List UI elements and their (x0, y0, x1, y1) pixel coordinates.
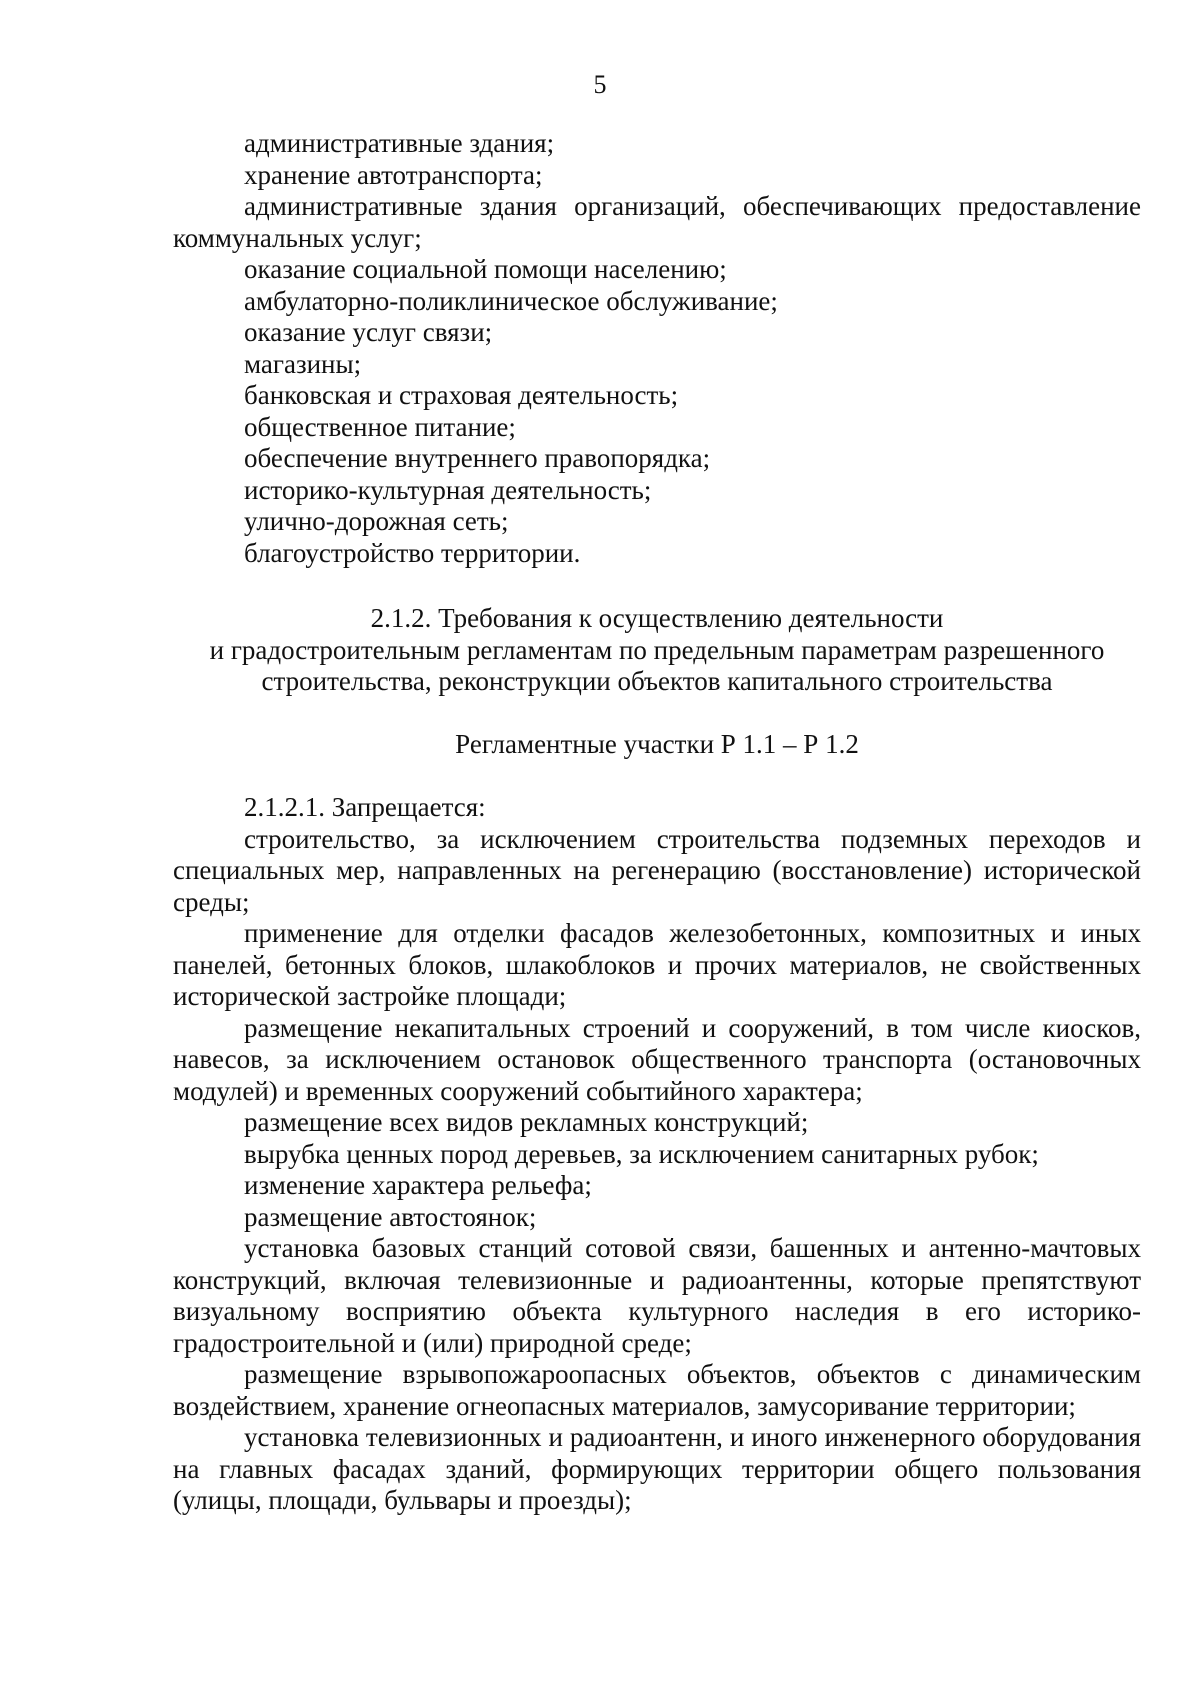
list-item: хранение автотранспорта; (244, 159, 543, 190)
document-body (173, 128, 1141, 1517)
list-item: магазины; (244, 348, 362, 379)
list-item: историко-культурная деятельность; (244, 474, 652, 505)
list-item: банковская и страховая деятельность; (244, 380, 679, 410)
list-item: обеспечение внутреннего правопорядка; (244, 443, 711, 473)
prohibition-item: размещение взрывопожароопасных объектов, объектов с динамическим воздействием, хранение огнеопасных материалов, замусоривание территории; (173, 1359, 1141, 1421)
prohibition-item: установка базовых станций сотовой связи, башенных и антенно-мачтовых конструкций, включая телевизионные и радиоантенны, которые препятствуют визуальному восприятию объекта культурного наследия в его историко-градостроительной и (или) природной среде; (173, 1233, 1141, 1358)
prohibition-item: установка телевизионных и радиоантенн, и иного инженерного оборудования на главных фасадах зданий, формирующих территории общего пользования (улицы, площади, бульвары и проезды); (173, 1422, 1141, 1515)
section-heading (173, 603, 1141, 698)
page-number: 5 (593, 70, 607, 99)
heading-line: 2.1.2. Требования к осуществлению деятельности (370, 603, 944, 633)
prohibition-item: размещение некапитальных строений и сооружений, в том числе киосков, навесов, за исключением остановок общественного транспорта (остановочных модулей) и временных сооружений событийного характера; (173, 1012, 1141, 1106)
prohibition-item: изменение характера рельефа; (244, 1170, 592, 1200)
prohibition-item: размещение всех видов рекламных конструкций; (244, 1107, 809, 1137)
list-item: благоустройство территории. (244, 537, 581, 568)
prohibition-item: размещение автостоянок; (244, 1201, 537, 1232)
list-item: общественное питание; (244, 411, 516, 442)
prohibition-item: вырубка ценных пород деревьев, за исключением санитарных рубок; (244, 1138, 1039, 1169)
list-item: административные здания организаций, обеспечивающих предоставление коммунальных услуг; (173, 191, 1141, 253)
heading-line: строительства, реконструкции объектов капитального строительства (261, 666, 1053, 696)
subheading: Регламентные участки Р 1.1 – Р 1.2 (455, 728, 859, 759)
prohibitions-list (173, 824, 1141, 1517)
section-title: 2.1.2.1. Запрещается: (244, 792, 486, 822)
list-item: оказание услуг связи; (244, 317, 493, 347)
list-item: административные здания; (244, 128, 555, 158)
list-item: оказание социальной помощи населению; (244, 254, 727, 284)
list-item: амбулаторно-поликлиническое обслуживание; (244, 285, 778, 316)
list-item: улично-дорожная сеть; (244, 506, 509, 536)
permitted-uses-list (173, 128, 1141, 569)
prohibition-item: строительство, за исключением строительства подземных переходов и специальных мер, направленных на регенерацию (восстановление) исторической среды; (173, 823, 1141, 917)
heading-line: и градостроительным регламентам по предельным параметрам разрешенного (209, 634, 1105, 665)
prohibition-item: применение для отделки фасадов железобетонных, композитных и иных панелей, бетонных блоков, шлакоблоков и прочих материалов, не свойственных исторической застройке площади; (173, 918, 1141, 1011)
